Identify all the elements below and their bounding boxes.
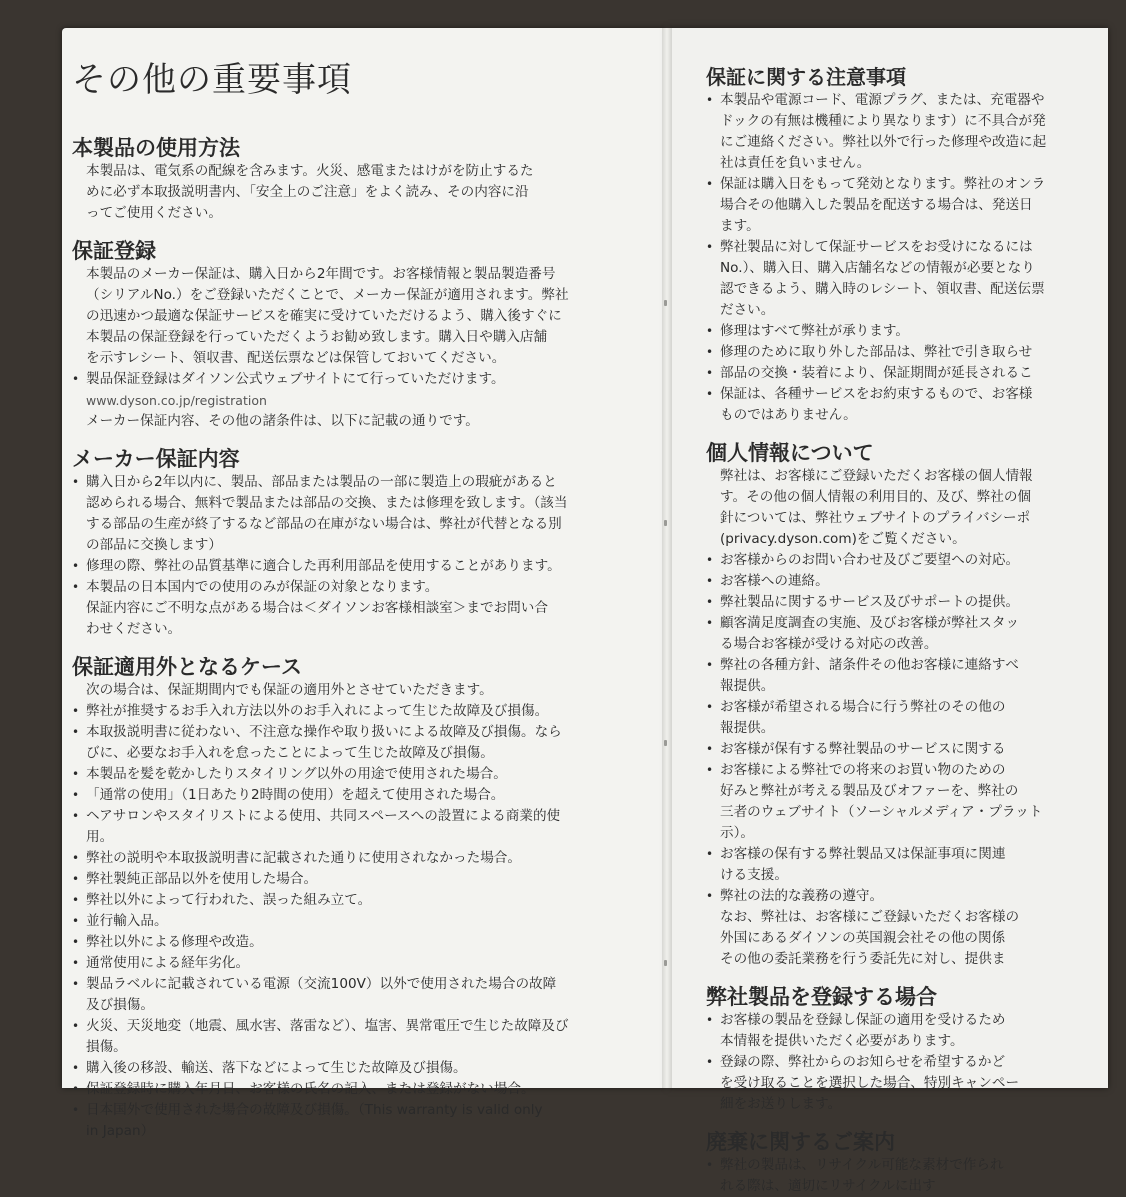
list-item	[706, 1010, 1126, 1052]
text-line: を示すレシート、領収書、配送伝票などは保管しておいてください。	[86, 350, 506, 366]
text-line: 社は責任を負いません。	[720, 155, 871, 171]
list-item	[72, 1058, 632, 1079]
text-line: • 保証登録時に購入年月日、お客様の氏名の記入、または登録がない場合。	[86, 1081, 535, 1097]
booklet-gutter	[662, 28, 672, 1088]
list-item	[706, 1155, 1126, 1197]
list-item	[72, 1079, 632, 1100]
left-page-content	[72, 52, 632, 1142]
list-item	[72, 722, 632, 764]
text-line: • 顧客満足度調査の実施、及びお客様が弊社スタッ	[720, 615, 1020, 631]
list-item	[72, 848, 632, 869]
exclusions-intro: 次の場合は、保証期間内でも保証の適用外とさせていただきます。	[86, 682, 493, 698]
text-line: • 保証は、各種サービスをお約束するもので、お客様	[720, 386, 1033, 402]
text-line: • 並行輸入品。	[86, 913, 168, 929]
text-line: れる際は、適切にリサイクルに出す	[720, 1178, 936, 1194]
text-line: 針については、弊社ウェブサイトのプライバシーポ	[720, 510, 1031, 526]
text-line: 細をお送りします。	[720, 1096, 842, 1112]
section-heading-registration: 保証登録	[72, 239, 156, 263]
text-line: 報提供。	[720, 720, 775, 736]
list-item	[706, 760, 1126, 844]
text-line: ける支援。	[720, 867, 788, 883]
privacy-bullets	[706, 550, 1126, 970]
text-line: • 弊社が推奨するお手入れ方法以外のお手入れによって生じた故障及び損傷。	[86, 703, 549, 719]
text-line: 報提供。	[720, 678, 775, 694]
text-line: • 登録の際、弊社からのお知らせを希望するかど	[720, 1054, 1006, 1070]
list-item: • 製品保証登録はダイソン公式ウェブサイトにて行っていただけます。	[72, 369, 632, 390]
text-line: • 弊社の各種方針、諸条件その他お客様に連絡すべ	[720, 657, 1019, 673]
text-line: No.）、購入日、購入店舗名などの情報が必要となり	[720, 260, 1035, 276]
text-line: • 製品ラベルに記載されている電源（交流100V）以外で使用された場合の故障	[86, 976, 557, 992]
text-line: • お客様が保有する弊社製品のサービスに関する	[720, 741, 1006, 757]
list-item	[706, 237, 1126, 321]
list-item	[706, 550, 1126, 571]
exclusions-bullets	[72, 701, 632, 1142]
stitch-mark	[664, 740, 667, 746]
text-line: • お客様の保有する弊社製品又は保証事項に関連	[720, 846, 1006, 862]
text-line: 好みと弊社が考える製品及びオファーを、弊社の	[720, 783, 1019, 799]
text-line: 認められる場合、無料で製品または部品の交換、または修理を致します。（該当	[86, 495, 568, 511]
warranty-notes-bullets	[706, 90, 1126, 426]
section-heading-usage: 本製品の使用方法	[72, 136, 240, 160]
text-line: わせください。	[86, 621, 182, 637]
text-line: 本情報を提供いただく必要があります。	[720, 1033, 964, 1049]
text-line: 場合その他購入した製品を配送する場合は、発送日	[720, 197, 1033, 213]
text-line: の迅速かつ最適な保証サービスを確実に受けていただけるよう、購入後すぐに	[86, 308, 562, 324]
list-item	[72, 577, 632, 640]
registration-bullets	[72, 369, 632, 390]
warranty-bullets	[72, 472, 632, 640]
text-line: • お客様への連絡。	[720, 573, 829, 589]
list-item	[706, 613, 1126, 655]
section-heading-warranty: メーカー保証内容	[72, 447, 240, 471]
product-registration-bullets	[706, 1010, 1126, 1115]
text-line: • お客様による弊社での将来のお買い物のための	[720, 762, 1006, 778]
list-item	[706, 174, 1126, 237]
list-item	[72, 785, 632, 806]
text-line: • 弊社以外によって行われた、誤った組み立て。	[86, 892, 372, 908]
text-line: • 本取扱説明書に従わない、不注意な操作や取り扱いによる故障及び損傷。なら	[86, 724, 562, 740]
list-item	[706, 844, 1126, 886]
text-line: ってご使用ください。	[86, 205, 222, 221]
text-line: 用。	[86, 829, 114, 845]
stitch-mark	[664, 960, 667, 966]
text-line: 外国にあるダイソンの英国親会社その他の関係	[720, 930, 1006, 946]
text-line: る場合お客様が受ける対応の改善。	[720, 636, 938, 652]
text-line: 本製品は、電気系の配線を含みます。火災、感電またはけがを防止するた	[86, 163, 534, 179]
section-heading-disposal: 廃棄に関するご案内	[706, 1130, 895, 1154]
text-line: 認できるよう、購入時のレシート、領収書、配送伝票	[720, 281, 1045, 297]
text-line: その他の委託業務を行う委託先に対し、提供ま	[720, 951, 1006, 967]
text-line: を受け取ることを選択した場合、特別キャンペー	[720, 1075, 1020, 1091]
text-line: • 弊社製品に関するサービス及びサポートの提供。	[720, 594, 1020, 610]
text-line: す。その他の個人情報の利用目的、及び、弊社の個	[720, 489, 1032, 505]
text-line: • 保証は購入日をもって発効となります。弊社のオンラ	[720, 176, 1046, 192]
list-item	[706, 697, 1126, 739]
text-line: 保証内容にご不明な点がある場合は＜ダイソンお客様相談室＞までお問い合	[86, 600, 548, 616]
text-line: ドックの有無は機種により異なります）に不具合が発	[720, 113, 1046, 129]
text-line: 本製品のメーカー保証は、購入日から2年間です。お客様情報と製品製造番号	[86, 266, 556, 282]
text-line: • お客様からのお問い合わせ及びご要望への対応。	[720, 552, 1020, 568]
text-line: 及び損傷。	[86, 997, 154, 1013]
text-line: なお、弊社は、お客様にご登録いただくお客様の	[720, 909, 1020, 925]
list-item	[706, 363, 1126, 384]
text-line: めに必ず本取扱説明書内、「安全上のご注意」をよく読み、その内容に沿	[86, 184, 529, 200]
text-line: • 日本国外で使用された場合の故障及び損傷。（This warranty is valid only	[86, 1102, 543, 1118]
list-item	[706, 384, 1126, 426]
list-item	[706, 655, 1126, 697]
text-line: 本製品の保証登録を行っていただくようお勧め致します。購入日や購入店舗	[86, 329, 548, 345]
text-line: • 「通常の使用」（1日あたり2時間の使用）を超えて使用された場合。	[86, 787, 505, 803]
text-line: する部品の生産が終了するなど部品の在庫がない場合は、弊社が代替となる別	[86, 516, 562, 532]
list-item	[706, 886, 1126, 970]
list-item	[72, 974, 632, 1016]
list-item	[706, 321, 1126, 342]
list-item	[72, 1016, 632, 1058]
text-line: • 修理のために取り外した部品は、弊社で引き取らせ	[720, 344, 1033, 360]
list-item	[72, 1100, 632, 1142]
list-item	[706, 1052, 1126, 1115]
text-line: • 修理の際、弊社の品質基準に適合した再利用部品を使用することがあります。	[86, 558, 561, 574]
usage-text	[72, 161, 632, 224]
list-item	[72, 556, 632, 577]
text-line: （シリアルNo.）をご登録いただくことで、メーカー保証が適用されます。弊社	[86, 287, 569, 303]
list-item	[706, 592, 1126, 613]
text-line: • 弊社の製品は、リサイクル可能な素材で作られ	[720, 1157, 1004, 1173]
list-item	[706, 342, 1126, 363]
list-item	[72, 764, 632, 785]
list-item	[72, 911, 632, 932]
text-line: • 本製品や電源コード、電源プラグ、または、充電器や	[720, 92, 1045, 108]
text-line: • お客様が希望される場合に行う弊社のその他の	[720, 699, 1006, 715]
text-line: • 弊社製品に対して保証サービスをお受けになるには	[720, 239, 1033, 255]
text-line: • 本製品の日本国内での使用のみが保証の対象となります。	[86, 579, 439, 595]
text-line: 示）。	[720, 825, 754, 841]
text-line: • 通常使用による経年劣化。	[86, 955, 250, 971]
text-line: ものではありません。	[720, 407, 857, 423]
registration-note: メーカー保証内容、その他の諸条件は、以下に記載の通りです。	[86, 413, 479, 429]
text-line: • 弊社製純正部品以外を使用した場合。	[86, 871, 318, 887]
text-line: の部品に交換します）	[86, 537, 222, 553]
section-heading-exclusions: 保証適用外となるケース	[72, 655, 302, 679]
list-item	[706, 571, 1126, 592]
list-item	[72, 932, 632, 953]
stitch-mark	[664, 300, 667, 306]
list-item	[706, 739, 1126, 760]
text-line: 弊社は、お客様にご登録いただくお客様の個人情報	[720, 468, 1033, 484]
list-item	[72, 953, 632, 974]
text-line: びに、必要なお手入れを怠ったことによって生じた故障及び損傷。	[86, 745, 494, 761]
privacy-text	[706, 466, 1126, 550]
registration-url: www.dyson.co.jp/registration	[86, 393, 267, 408]
list-item	[72, 806, 632, 848]
list-item	[706, 90, 1126, 174]
list-item	[72, 890, 632, 911]
text-line: • 弊社の説明や本取扱説明書に記載された通りに使用されなかった場合。	[86, 850, 521, 866]
text-line: • 本製品を髪を乾かしたりスタイリング以外の用途で使用された場合。	[86, 766, 507, 782]
section-heading-product-registration: 弊社製品を登録する場合	[706, 985, 937, 1009]
right-page-content	[706, 64, 1126, 1197]
text-line: • 弊社以外による修理や改造。	[86, 934, 263, 950]
text-line: 損傷。	[86, 1039, 127, 1055]
text-line: • 火災、天災地変（地震、風水害、落雷など）、塩害、異常電圧で生じた故障及び	[86, 1018, 569, 1034]
stitch-mark	[664, 520, 667, 526]
text-line: 三者のウェブサイト（ソーシャルメディア・プラット	[720, 804, 1043, 820]
list-item	[72, 472, 632, 556]
text-line: in Japan）	[86, 1123, 155, 1139]
text-line: • 購入後の移設、輸送、落下などによって生じた故障及び損傷。	[86, 1060, 467, 1076]
text-line: • お客様の製品を登録し保証の適用を受けるため	[720, 1012, 1006, 1028]
text-line: • 修理はすべて弊社が承ります。	[720, 323, 909, 339]
text-line: にご連絡ください。弊社以外で行った修理や改造に起	[720, 134, 1047, 150]
text-line: (privacy.dyson.com)をご覧ください。	[720, 531, 966, 547]
list-item	[72, 869, 632, 890]
text-line: • 購入日から2年以内に、製品、部品または製品の一部に製造上の瑕疵があると	[86, 474, 557, 490]
page-title: その他の重要事項	[72, 60, 352, 100]
section-heading-privacy: 個人情報について	[706, 441, 874, 465]
text-line: • ヘアサロンやスタイリストによる使用、共同スペースへの設置による商業的使	[86, 808, 561, 824]
registration-text	[72, 264, 632, 369]
disposal-bullets	[706, 1155, 1126, 1197]
text-line: ます。	[720, 218, 760, 234]
text-line: • 部品の交換・装着により、保証期間が延長されるこ	[720, 365, 1033, 381]
section-heading-warranty-notes: 保証に関する注意事項	[706, 65, 906, 89]
text-line: • 弊社の法的な義務の遵守。	[720, 888, 884, 904]
list-item	[72, 701, 632, 722]
text-line: ださい。	[720, 302, 775, 318]
